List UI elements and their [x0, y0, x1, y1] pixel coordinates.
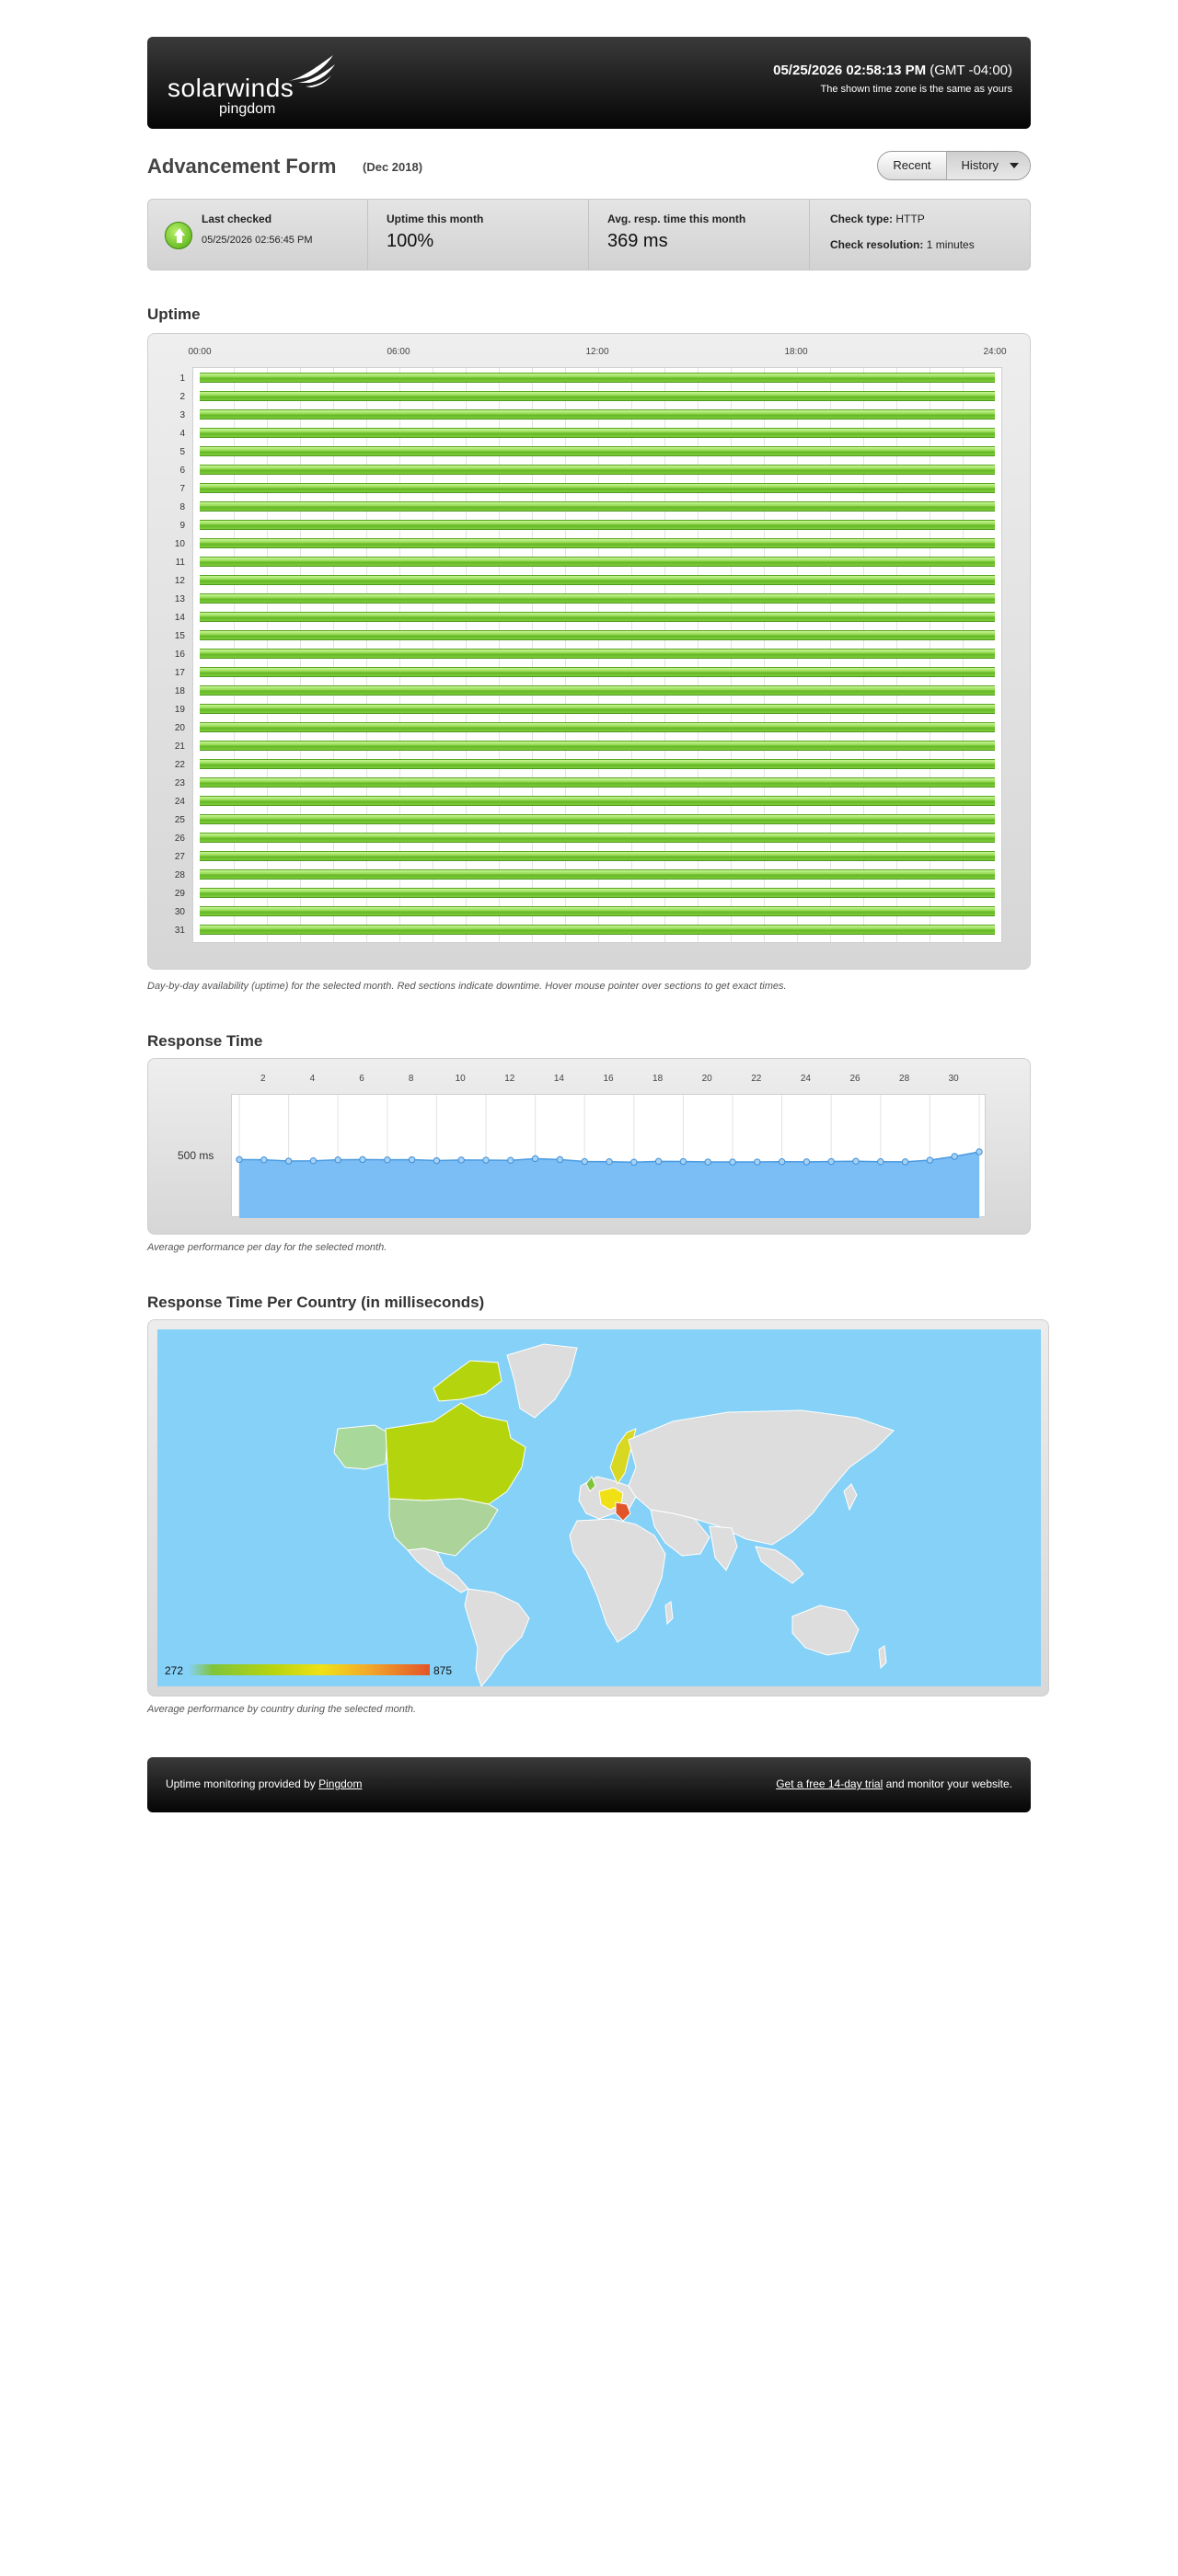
map-region-alaska	[334, 1425, 387, 1469]
uptime-title: Uptime	[147, 305, 201, 323]
uptime-bar[interactable]	[200, 814, 995, 824]
hour-label: 18:00	[784, 347, 808, 357]
response-cell	[588, 200, 809, 270]
map-region-australia	[792, 1605, 859, 1655]
footer-left	[166, 1777, 362, 1790]
response-x-tick: 8	[408, 1074, 414, 1084]
uptime-day-row	[148, 553, 1032, 571]
uptime-bar[interactable]	[200, 851, 995, 861]
uptime-day-row	[148, 516, 1032, 535]
check-info-cell	[809, 200, 1030, 270]
day-label: 20	[174, 723, 185, 733]
response-x-tick: 6	[359, 1074, 364, 1084]
response-point[interactable]	[779, 1158, 784, 1164]
day-label: 29	[174, 889, 185, 899]
response-point[interactable]	[261, 1156, 267, 1162]
summary-bar	[147, 199, 1031, 270]
response-x-tick: 30	[948, 1074, 959, 1084]
uptime-day-row	[148, 682, 1032, 700]
response-point[interactable]	[705, 1159, 710, 1165]
uptime-bar[interactable]	[200, 520, 995, 530]
response-plot	[231, 1094, 986, 1217]
uptime-bar[interactable]	[200, 741, 995, 751]
response-point[interactable]	[483, 1157, 489, 1163]
world-map-svg	[157, 1329, 1041, 1686]
uptime-bar[interactable]	[200, 906, 995, 916]
uptime-caption: Day-by-day availability (uptime) for the selected month. Red sections indicate downtime. Hover mouse pointer over sections to get exact times.	[147, 981, 787, 992]
day-label: 18	[174, 686, 185, 696]
day-label: 2	[179, 392, 185, 402]
uptime-day-row	[148, 571, 1032, 590]
uptime-day-row	[148, 608, 1032, 627]
uptime-bar[interactable]	[200, 925, 995, 935]
legend-max: 875	[433, 1664, 453, 1677]
uptime-day-row	[148, 866, 1032, 884]
hour-label: 24:00	[983, 347, 1007, 357]
response-point[interactable]	[902, 1159, 907, 1165]
response-point[interactable]	[803, 1159, 809, 1165]
day-label: 12	[174, 576, 185, 586]
response-point[interactable]	[335, 1156, 341, 1162]
day-label: 1	[179, 374, 185, 384]
solarwinds-pingdom-logo[interactable]	[167, 53, 352, 117]
uptime-day-row	[148, 663, 1032, 682]
map-region-madagascar	[665, 1602, 673, 1624]
response-point[interactable]	[582, 1158, 587, 1164]
map-caption: Average performance by country during the selected month.	[147, 1704, 417, 1715]
hour-label: 00:00	[188, 347, 212, 357]
uptime-bar[interactable]	[200, 869, 995, 880]
response-point[interactable]	[828, 1158, 834, 1164]
current-datetime	[773, 63, 1012, 78]
uptime-bar[interactable]	[200, 704, 995, 714]
logo-subtext: pingdom	[219, 101, 276, 117]
response-x-tick: 26	[849, 1074, 860, 1084]
day-label: 25	[174, 815, 185, 825]
map-region-usa	[389, 1499, 498, 1556]
uptime-bar[interactable]	[200, 777, 995, 788]
uptime-day-row	[148, 424, 1032, 443]
chevron-down-icon[interactable]	[1010, 163, 1019, 168]
response-panel	[147, 1058, 1031, 1235]
day-label: 7	[179, 484, 185, 494]
uptime-day-row	[148, 645, 1032, 663]
response-point[interactable]	[409, 1156, 414, 1162]
free-trial-link[interactable]: Get a free 14-day trial	[776, 1777, 884, 1790]
last-checked-label: Last checked	[202, 213, 272, 225]
response-x-tick: 24	[800, 1074, 811, 1084]
map-region-japan	[844, 1484, 857, 1510]
response-x-tick: 18	[653, 1074, 664, 1084]
response-x-tick: 12	[504, 1074, 515, 1084]
response-point[interactable]	[360, 1156, 365, 1162]
tab-recent[interactable]: Recent	[893, 158, 931, 172]
day-label: 26	[174, 834, 185, 844]
response-point[interactable]	[655, 1158, 661, 1164]
day-label: 31	[174, 926, 185, 936]
day-label: 10	[174, 539, 185, 549]
uptime-day-row	[148, 903, 1032, 921]
uptime-bar[interactable]	[200, 446, 995, 456]
response-label: Avg. resp. time this month	[607, 213, 746, 225]
tab-history-label: History	[961, 158, 999, 172]
response-point[interactable]	[631, 1159, 637, 1165]
uptime-bar[interactable]	[200, 796, 995, 806]
response-point[interactable]	[927, 1157, 932, 1163]
uptime-bar[interactable]	[200, 483, 995, 493]
day-label: 16	[174, 650, 185, 660]
uptime-day-row	[148, 535, 1032, 553]
header-bar	[147, 37, 1031, 129]
uptime-day-row	[148, 387, 1032, 406]
response-point[interactable]	[237, 1156, 242, 1162]
last-checked-cell	[148, 200, 367, 270]
uptime-day-row	[148, 700, 1032, 719]
up-arrow-icon	[165, 222, 192, 249]
uptime-panel	[147, 333, 1031, 970]
response-point[interactable]	[730, 1159, 735, 1165]
footer-bar	[147, 1757, 1031, 1812]
day-label: 21	[174, 742, 185, 752]
response-point[interactable]	[508, 1157, 514, 1163]
day-label: 28	[174, 870, 185, 880]
footer-right-text: and monitor your website.	[885, 1777, 1012, 1790]
map-region-south-america	[465, 1589, 529, 1686]
map-region-scandinavia	[610, 1429, 636, 1484]
uptime-bar[interactable]	[200, 759, 995, 769]
day-label: 27	[174, 852, 185, 862]
check-res-value: 1 minutes	[926, 238, 975, 251]
response-y-label: 500 ms	[178, 1149, 214, 1162]
check-type-value: HTTP	[895, 213, 925, 225]
legend-gradient	[189, 1664, 430, 1675]
response-point[interactable]	[952, 1154, 957, 1159]
timezone-note: The shown time zone is the same as yours	[820, 84, 1012, 95]
response-value: 369 ms	[607, 231, 668, 251]
logo-wordmark: solarwinds	[167, 74, 294, 102]
response-x-tick: 2	[260, 1074, 266, 1084]
uptime-bar[interactable]	[200, 649, 995, 659]
day-label: 17	[174, 668, 185, 678]
time-info	[773, 63, 1012, 95]
response-x-tick: 20	[701, 1074, 712, 1084]
response-point[interactable]	[680, 1158, 686, 1164]
uptime-day-row	[148, 590, 1032, 608]
uptime-bar[interactable]	[200, 428, 995, 438]
map-region-africa	[570, 1519, 665, 1642]
uptime-day-row	[148, 461, 1032, 479]
datetime-value: 05/25/2026 02:58:13 PM	[773, 63, 927, 78]
map-region-new-zealand	[879, 1646, 886, 1668]
uptime-day-row	[148, 627, 1032, 645]
uptime-cell	[367, 200, 588, 270]
uptime-day-row	[148, 847, 1032, 866]
uptime-bar[interactable]	[200, 612, 995, 622]
response-point[interactable]	[310, 1157, 316, 1163]
uptime-day-row	[148, 498, 1032, 516]
uptime-day-row	[148, 884, 1032, 903]
map-region-mexico	[408, 1548, 468, 1593]
uptime-day-row	[148, 774, 1032, 792]
uptime-day-row	[148, 719, 1032, 737]
day-label: 30	[174, 907, 185, 917]
uptime-bar[interactable]	[200, 538, 995, 548]
uptime-bar[interactable]	[200, 685, 995, 696]
uptime-day-row	[148, 479, 1032, 498]
uptime-bar[interactable]	[200, 722, 995, 732]
footer-right	[776, 1777, 1012, 1790]
day-label: 9	[179, 521, 185, 531]
response-point[interactable]	[976, 1149, 982, 1155]
uptime-label: Uptime this month	[387, 213, 484, 225]
uptime-day-row	[148, 792, 1032, 811]
uptime-day-row	[148, 737, 1032, 755]
uptime-day-row	[148, 755, 1032, 774]
uptime-bar[interactable]	[200, 557, 995, 567]
pingdom-link[interactable]: Pingdom	[318, 1777, 363, 1790]
legend-min: 272	[165, 1664, 184, 1677]
day-label: 15	[174, 631, 185, 641]
day-label: 4	[179, 429, 185, 439]
uptime-day-row	[148, 406, 1032, 424]
response-point[interactable]	[433, 1157, 439, 1163]
day-label: 3	[179, 410, 185, 420]
response-x-tick: 10	[455, 1074, 466, 1084]
uptime-bar[interactable]	[200, 465, 995, 475]
response-x-tick: 16	[603, 1074, 614, 1084]
check-res-label: Check resolution:	[830, 238, 924, 251]
page-period: (Dec 2018)	[363, 160, 423, 174]
day-label: 6	[179, 466, 185, 476]
uptime-day-row	[148, 811, 1032, 829]
uptime-bar[interactable]	[200, 373, 995, 383]
response-point[interactable]	[285, 1158, 291, 1164]
response-point[interactable]	[853, 1158, 859, 1164]
hour-label: 12:00	[585, 347, 609, 357]
day-label: 24	[174, 797, 185, 807]
uptime-bar[interactable]	[200, 833, 995, 843]
uptime-value: 100%	[387, 231, 434, 251]
uptime-bar[interactable]	[200, 667, 995, 677]
response-title: Response Time	[147, 1032, 263, 1050]
day-label: 22	[174, 760, 185, 770]
title-row	[147, 151, 1031, 184]
uptime-bar[interactable]	[200, 630, 995, 640]
map-region-greenland	[507, 1344, 577, 1418]
footer-left-text: Uptime monitoring provided by	[166, 1777, 316, 1790]
last-checked-value: 05/25/2026 02:56:45 PM	[202, 235, 313, 246]
response-point[interactable]	[755, 1159, 760, 1165]
view-toggle	[877, 151, 1031, 180]
response-chart	[232, 1095, 987, 1218]
page-title: Advancement Form	[147, 155, 337, 178]
response-point[interactable]	[385, 1156, 390, 1162]
timezone-value: (GMT -04:00)	[930, 63, 1012, 78]
response-x-tick: 28	[899, 1074, 910, 1084]
map-region-southeast-asia	[756, 1547, 803, 1583]
response-point[interactable]	[532, 1156, 537, 1161]
check-resolution	[830, 238, 1030, 251]
map-title: Response Time Per Country (in milliseconds)	[147, 1294, 485, 1311]
response-caption: Average performance per day for the selected month.	[147, 1242, 387, 1253]
uptime-day-row	[148, 443, 1032, 461]
world-map	[157, 1329, 1041, 1686]
day-label: 8	[179, 502, 185, 512]
day-label: 13	[174, 594, 185, 604]
uptime-day-row	[148, 829, 1032, 847]
response-x-tick: 4	[309, 1074, 316, 1084]
day-label: 19	[174, 705, 185, 715]
uptime-bar[interactable]	[200, 593, 995, 604]
tab-history[interactable]	[946, 152, 1030, 179]
response-point[interactable]	[557, 1156, 562, 1162]
check-type	[830, 213, 1030, 225]
uptime-bar[interactable]	[200, 501, 995, 512]
response-x-tick: 14	[553, 1074, 564, 1084]
hour-label: 06:00	[387, 347, 410, 357]
response-x-tick: 22	[751, 1074, 762, 1084]
check-type-label: Check type:	[830, 213, 894, 225]
uptime-bar[interactable]	[200, 391, 995, 401]
response-point[interactable]	[878, 1158, 884, 1164]
day-label: 11	[175, 558, 185, 568]
map-panel	[147, 1319, 1049, 1696]
day-label: 23	[174, 778, 185, 788]
map-region-india	[710, 1526, 737, 1570]
map-region-canada-arctic	[433, 1361, 502, 1401]
map-region-canada	[386, 1403, 525, 1504]
uptime-day-row	[148, 921, 1032, 939]
uptime-bar[interactable]	[200, 575, 995, 585]
day-label: 5	[179, 447, 185, 457]
day-label: 14	[174, 613, 185, 623]
response-point[interactable]	[458, 1157, 464, 1163]
response-point[interactable]	[606, 1158, 612, 1164]
uptime-bar[interactable]	[200, 888, 995, 898]
uptime-bar[interactable]	[200, 409, 995, 420]
uptime-day-row	[148, 369, 1032, 387]
